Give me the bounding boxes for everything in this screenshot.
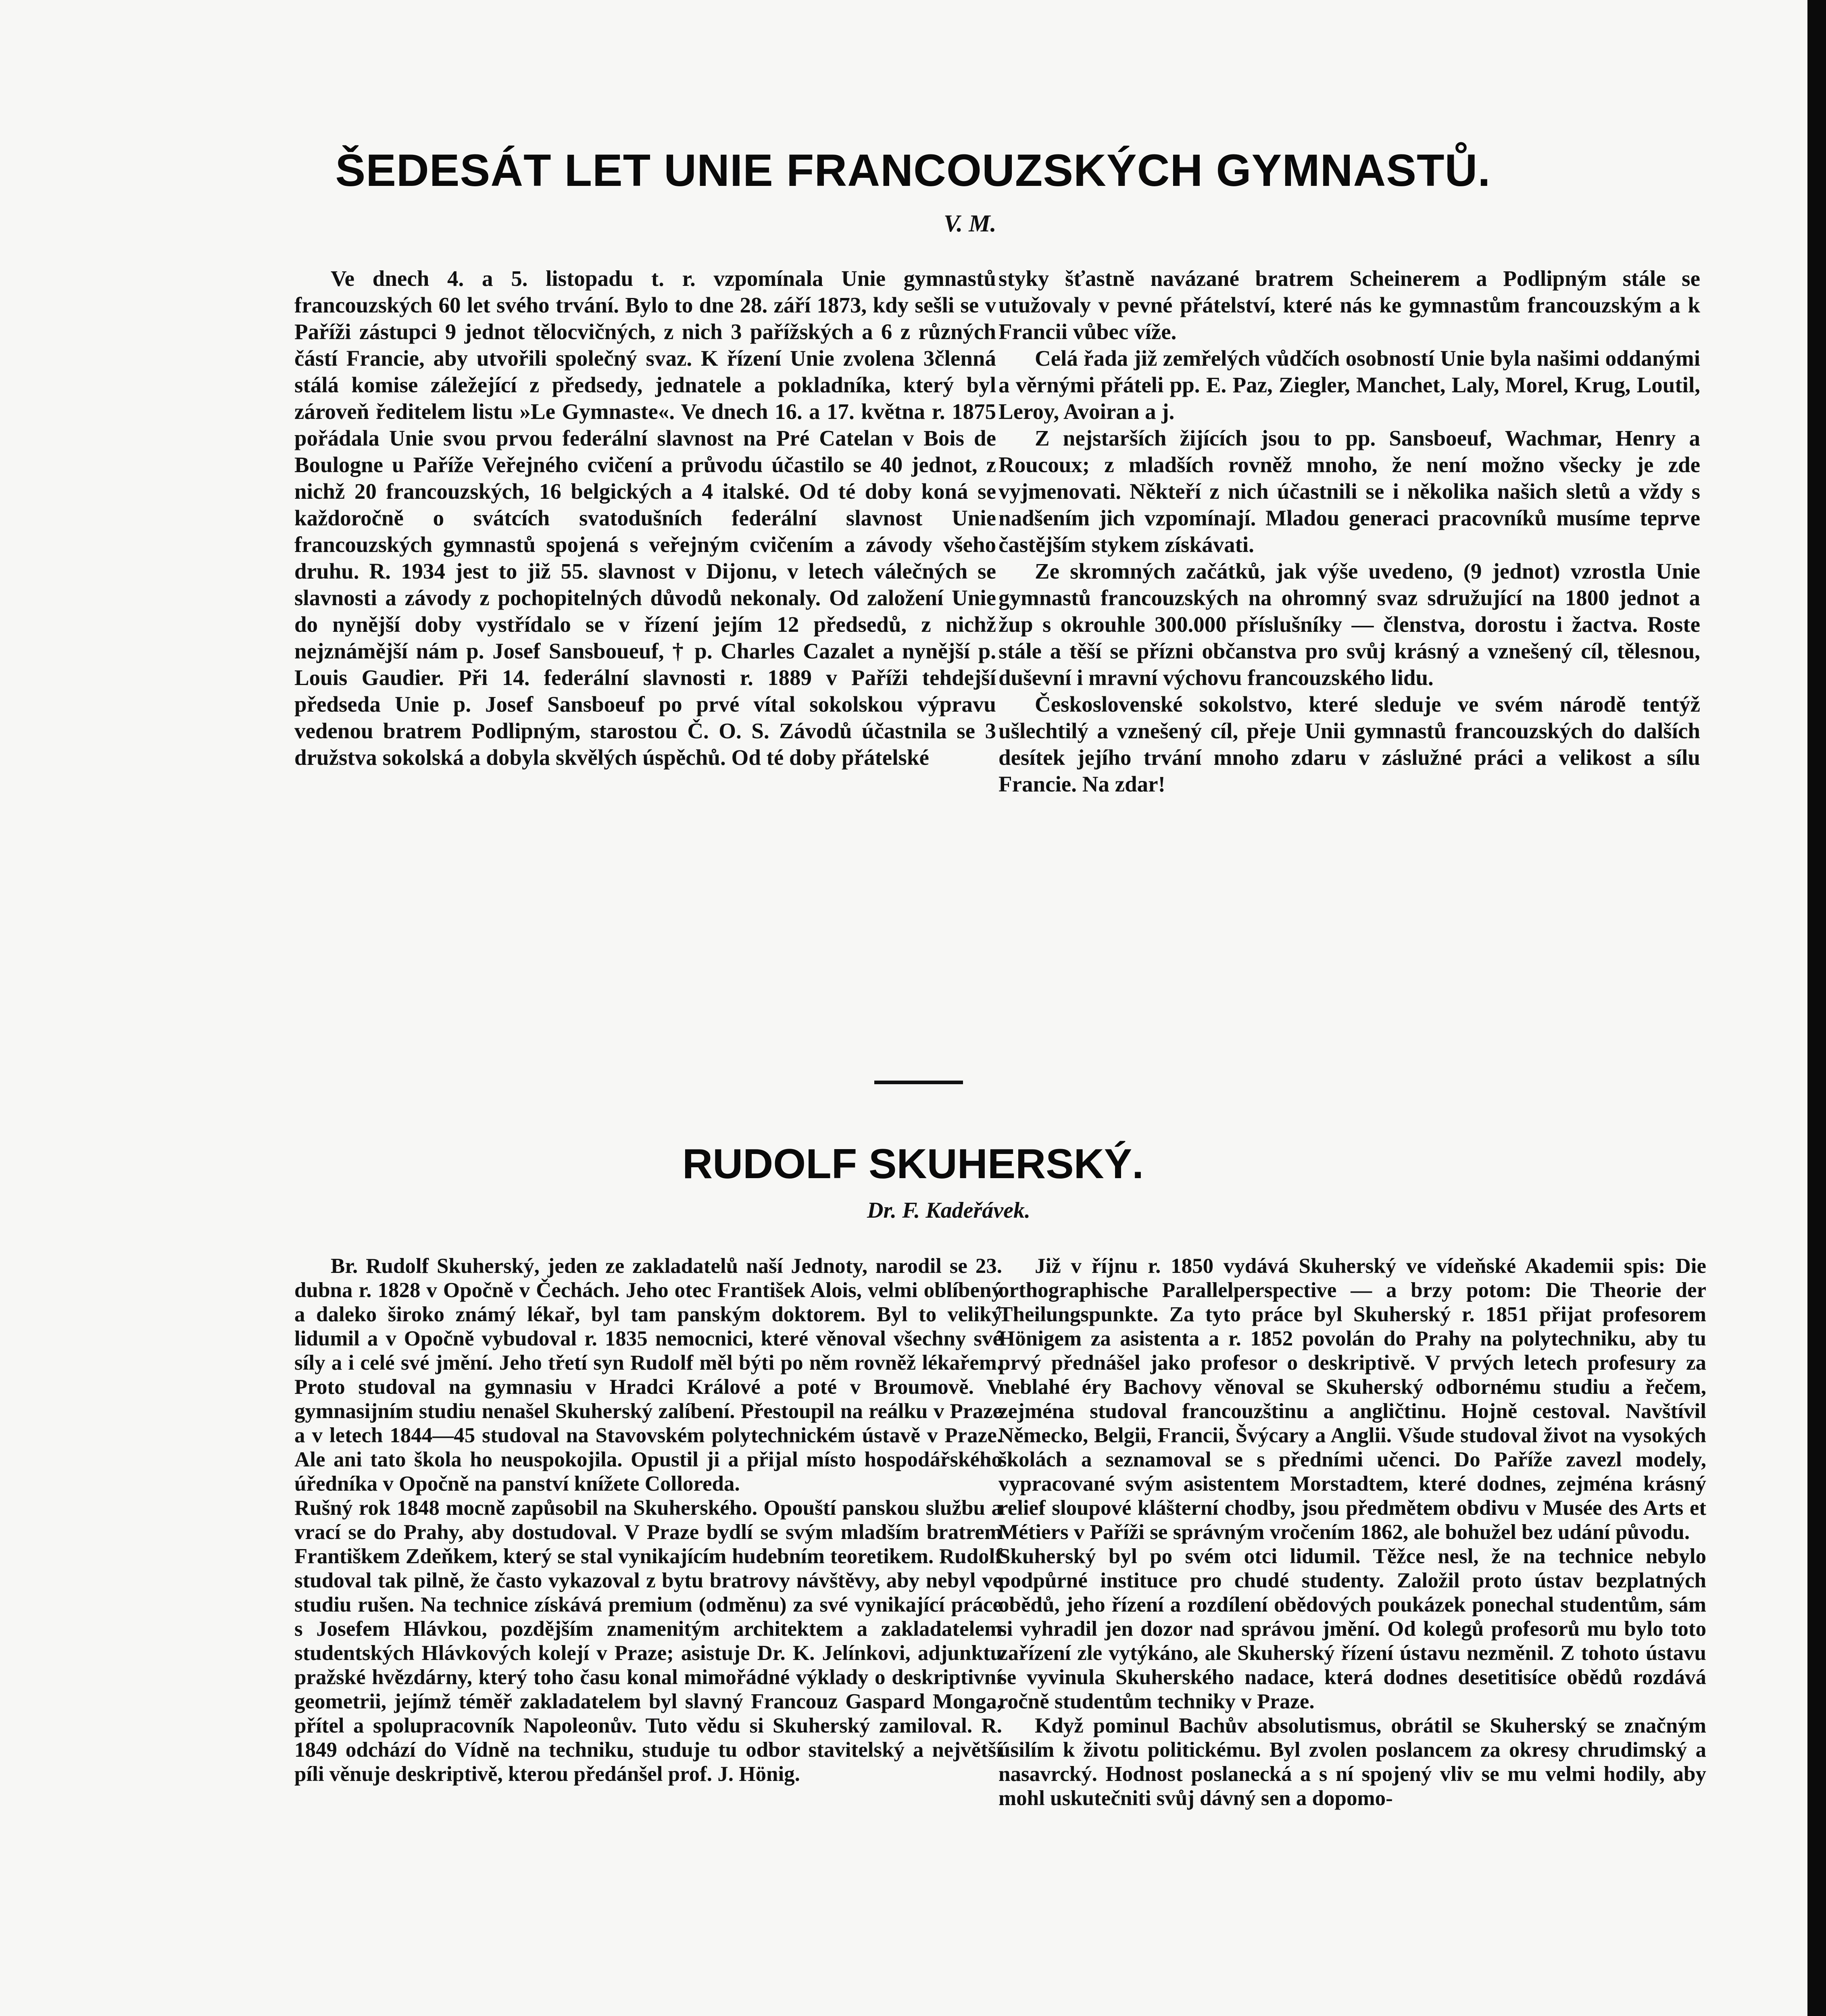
paragraph: Skuherský byl po svém otci lidumil. Těžce nesl, že na technice nebylo podpůrné instituce pro chudé studenty. Založil proto ústav bezplatných obědů, jeho řízení a rozdílení obědových poukázek ponechal studentům, sám si vyhradil jen dozor nad správou jmění. Od kolegů profesorů mu bylo toto zařízení zle vytýkáno, ale Skuherský řízení ústavu nezměnil. Z tohoto ústavu se vyvinula Skuherského nadace, která dodnes desetitisíce obědů rozdává ročně studentům techniky v Praze. <box>998 1545 1706 1713</box>
article-skuhersky-column-right <box>998 1254 1706 1810</box>
article-unie-column-left <box>294 265 996 771</box>
paragraph: Když pominul Bachův absolutismus, obrátil se Skuherský se značným úsilím k životu politickému. Byl zvolen poslancem za okresy chrudimský a nasavrcký. Hodnost poslanecká a s ní spojený vliv se mu velmi hodily, aby mohl uskutečniti svůj dávný sen a dopomo- <box>998 1714 1706 1810</box>
article-author-unie: V. M. <box>944 210 996 237</box>
article-unie-column-right <box>998 265 1700 798</box>
article-skuhersky-column-left <box>294 1254 1002 1786</box>
paragraph: Celá řada již zemřelých vůdčích osobností Unie byla našimi oddanými a věrnými přáteli pp. E. Paz, Ziegler, Manchet, Laly, Morel, Krug, Loutil, Leroy, Avoiran a j. <box>998 346 1700 424</box>
paragraph: Ve dnech 4. a 5. listopadu t. r. vzpomínala Unie gymnastů francouzských 60 let svého trvání. Bylo to dne 28. září 1873, kdy sešli se v Paříži zástupci 9 jednot tělocvičných, z nich 3 pařížských a 6 z různých částí Francie, aby utvořili společný svaz. K řízení Unie zvolena 3členná stálá komise záležející z předsedy, jednatele a pokladníka, který byl zároveň ředitelem listu »Le Gymnaste«. Ve dnech 16. a 17. května r. 1875 pořádala Unie svou prvou federální slavnost na Pré Catelan v Bois de Boulogne u Paříže Veřejného cvičení a průvodu účastilo se 40 jednot, z nichž 20 francouzských, 16 belgických a 4 italské. Od té doby koná se každoročně o svátcích svatodušních federální slavnost Unie francouzských gymnastů spojená s veřejným cvičením a závody všeho druhu. R. 1934 jest to již 55. slavnost v Dijonu, v letech válečných se slavnosti a závody z pochopitelných důvodů nekonaly. Od založení Unie do nynější doby vystřídalo se v řízení jejím 12 předsedů, z nichž nejznámější nám p. Josef Sansboueuf, † p. Charles Cazalet a nynější p. Louis Gaudier. Při 14. federální slavnosti r. 1889 v Paříži tehdejší předseda Unie p. Josef Sansboeuf po prvé vítal sokolskou výpravu vedenou bratrem Podlipným, starostou Č. O. S. Závodů účastnila se 3 družstva sokolská a dobyla skvělých úspěchů. Od té doby přátelské <box>294 266 996 770</box>
paragraph: Ze skromných začátků, jak výše uvedeno, (9 jednot) vzrostla Unie gymnastů francouzských na ohromný svaz sdružující na 1800 jednot a žup s okrouhle 300.000 příslušníky — členstva, dorostu i žactva. Roste stále a těší se přízni občanstva pro svůj krásný a vznešený cíl, tělesnou, duševní i mravní výchovu francouzského lidu. <box>998 559 1700 690</box>
scan-edge-right <box>1807 0 1826 2016</box>
paragraph: Rušný rok 1848 mocně zapůsobil na Skuherského. Opouští panskou službu a vrací se do Prahy, aby dostudoval. V Praze bydlí se svým mladším bratrem Františkem Zdeňkem, který se stal vynikajícím hudebním teoretikem. Rudolf studoval tak pilně, že často vykazoval z bytu bratrovy návštěvy, aby nebyl ve studiu rušen. Na technice získává premium (odměnu) za své vynikající práce s Josefem Hlávkou, pozdějším znamenitým architektem a zakladatelem studentských Hlávkových kolejí v Praze; asistuje Dr. K. Jelínkovi, adjunktu pražské hvězdárny, který toho času konal mimořádné výklady o deskriptivní geometrii, jejímž téměř zakladatelem byl slavný Francouz Gaspard Monga, přítel a spolupracovník Napoleonův. Tuto vědu si Skuherský zamiloval. R. 1849 odchází do Vídně na techniku, studuje tu odbor stavitelský a největší píli věnuje deskriptivě, kterou předánšel prof. J. Hönig. <box>294 1496 1002 1786</box>
section-divider <box>874 1081 963 1084</box>
paragraph: styky šťastně navázané bratrem Scheinerem a Podlipným stále se utužovaly v pevné přátelství, které nás ke gymnastům francouzským a k Francii vůbec víže. <box>998 266 1700 344</box>
paragraph: Z nejstarších žijících jsou to pp. Sansboeuf, Wachmar, Henry a Roucoux; z mladších rovněž mnoho, že není možno všecky je zde vyjmenovati. Někteří z nich účastnili se i několika našich sletů a vždy s nadšením jich vzpomínají. Mladou generaci pracovníků musíme teprve častějším stykem získávati. <box>998 426 1700 557</box>
article-author-skuhersky: Dr. F. Kadeřávek. <box>867 1198 1030 1223</box>
paragraph: Československé sokolstvo, které sleduje ve svém národě tentýž ušlechtilý a vznešený cíl, přeje Unii gymnastů francouzských do dalších desítek jejího trvání mnoho zdaru v záslužné práci a velikost a sílu Francie. Na zdar! <box>998 692 1700 796</box>
paragraph: Již v říjnu r. 1850 vydává Skuherský ve vídeňské Akademii spis: Die orthographische Parallelperspective — a brzy potom: Die Theorie der Theilungspunkte. Za tyto práce byl Skuherský r. 1851 přijat profesorem Hönigem za asistenta a r. 1852 povolán do Prahy na polytechniku, aby tu prvý přednášel jako profesor o deskriptivě. V prvých letech profesury za neblahé éry Bachovy věnoval se Skuherský odbornému studiu a řečem, zejména studoval francouzštinu a angličtinu. Hojně cestoval. Navštívil Německo, Belgii, Francii, Švýcary a Anglii. Všude studoval život na vysokých školách a seznamoval se s předními učenci. Do Paříže zavezl modely, vypracované svým asistentem Morstadtem, které dodnes, zejména krásný relief sloupové klášterní chodby, jsou předmětem obdivu v Musée des Arts et Métiers v Paříži se správným vročením 1862, ale bohužel bez udání původu. <box>998 1254 1706 1544</box>
article-title-unie: ŠEDESÁT LET UNIE FRANCOUZSKÝCH GYMNASTŮ. <box>335 145 1491 196</box>
article-title-skuhersky: RUDOLF SKUHERSKÝ. <box>682 1141 1144 1187</box>
paragraph: Br. Rudolf Skuherský, jeden ze zakladatelů naší Jednoty, narodil se 23. dubna r. 1828 v Opočně v Čechách. Jeho otec František Alois, velmi oblíbený a daleko široko známý lékař, byl tam panským doktorem. Byl to veliký lidumil a v Opočně vybudoval r. 1835 nemocnici, které věnoval všechny své síly a i celé své jmění. Jeho třetí syn Rudolf měl býti po něm rovněž lékařem. Proto studoval na gymnasiu v Hradci Králové a poté v Broumově. V gymnasijním studiu nenašel Skuherský zalíbení. Přestoupil na reálku v Praze a v letech 1844—45 studoval na Stavovském polytechnickém ústavě v Praze. Ale ani tato škola ho neuspokojila. Opustil ji a přijal místo hospodářského úředníka v Opočně na panství knížete Colloreda. <box>294 1254 1002 1495</box>
